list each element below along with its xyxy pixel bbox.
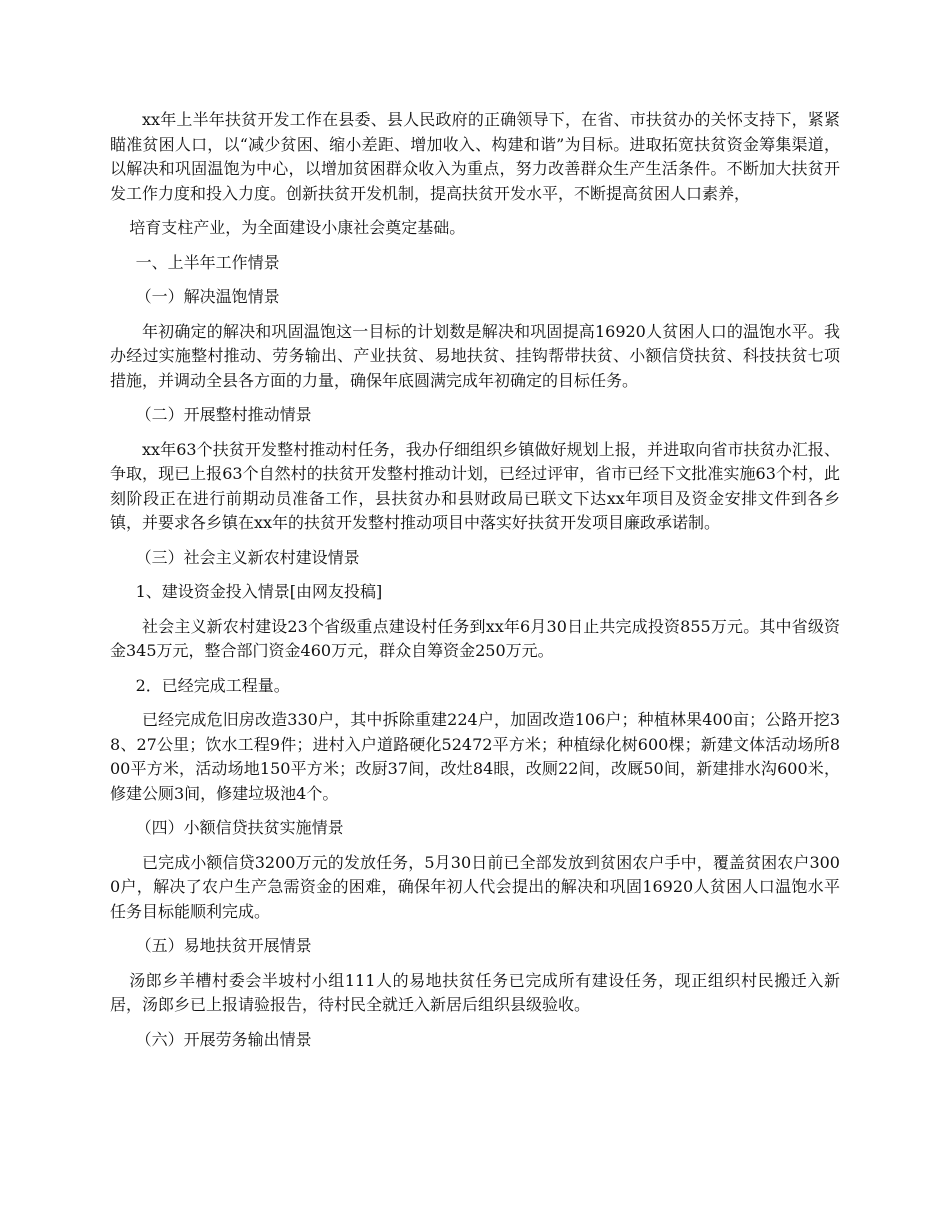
heading-subsection-5: （五）易地扶贫开展情景: [135, 936, 312, 955]
heading-subsection-3: （三）社会主义新农村建设情景: [135, 547, 360, 567]
heading-item-2: 2．已经完成工程量。: [135, 675, 290, 695]
paragraph-works-completed: 已经完成危旧房改造330户，其中拆除重建224户，加固改造106户；种植林果400亩；公路开挖38、27公里；饮水工程9件；进村入户道路硬化52472平方米；种植绿化树600棵；新建文体活动场所800平方米，活动场地150平方米；改厨37间，改灶84眼，改厕22间，改厩50间，新建排水沟600米，修建公厕3间，修建垃圾池4个。: [110, 710, 840, 803]
paragraph-village-promotion: xx年63个扶贫开发整村推动村任务，我办仔细组织乡镇做好规划上报，并进取向省市扶贫办汇报、争取，现已上报63个自然村的扶贫开发整村推动计划，已经过评审，省市已经下文批准实施63个村，此刻阶段正在进行前期动员准备工作，县扶贫办和县财政局已联文下达xx年项目及资金安排文件到各乡镇，并要求各乡镇在xx年的扶贫开发整村推动项目中落实好扶贫开发项目廉政承诺制。: [110, 439, 840, 532]
paragraph-relocation: 汤郎乡羊槽村委会半坡村小组111人的易地扶贫任务已完成所有建设任务，现正组织村民搬迁入新居，汤郎乡已上报请验报告，待村民全就迁入新居后组织县级验收。: [110, 970, 840, 1014]
heading-subsection-1: （一）解决温饱情景: [135, 287, 280, 306]
paragraph-poverty-relief: 年初确定的解决和巩固温饱这一目标的计划数是解决和巩固提高16920人贫困人口的温饱水平。我办经过实施整村推动、劳务输出、产业扶贫、易地扶贫、挂钩帮带扶贫、小额信贷扶贫、科技扶贫七项措施，并调动全县各方面的力量，确保年底圆满完成年初确定的目标任务。: [110, 321, 840, 390]
heading-subsection-4: （四）小额信贷扶贫实施情景: [135, 818, 344, 837]
paragraph-intro: xx年上半年扶贫开发工作在县委、县人民政府的正确领导下，在省、市扶贫办的关怀支持下，紧紧瞄准贫困人口，以“减少贫困、缩小差距、增加收入、构建和谐”为目标。进取拓宽扶贫资金筹集渠道，以解决和巩固温饱为中心，以增加贫困群众收入为重点，努力改善群众生产生活条件。不断加大扶贫开发工作力度和投入力度。创新扶贫开发机制，提高扶贫开发水平，不断提高贫困人口素养，: [110, 110, 840, 203]
paragraph-investment: 社会主义新农村建设23个省级重点建设村任务到xx年6月30日止共完成投资855万元。其中省级资金345万元，整合部门资金460万元，群众自筹资金250万元。: [110, 616, 840, 660]
heading-section-1: 一、上半年工作情景: [135, 252, 280, 272]
heading-item-1: 1、建设资金投入情景[由网友投稿]: [135, 582, 383, 601]
paragraph-microcredit: 已完成小额信贷3200万元的发放任务，5月30日前已全部发放到贫困农户手中，覆盖贫困农户3000户，解决了农户生产急需资金的困难，确保年初人代会提出的解决和巩固16920人贫困人口温饱水平任务目标能顺利完成。: [110, 852, 840, 921]
paragraph-intro-continued: 培育支柱产业，为全面建设小康社会奠定基础。: [129, 218, 466, 237]
heading-subsection-2: （二）开展整村推动情景: [135, 405, 312, 424]
heading-subsection-6: （六）开展劳务输出情景: [135, 1029, 312, 1049]
